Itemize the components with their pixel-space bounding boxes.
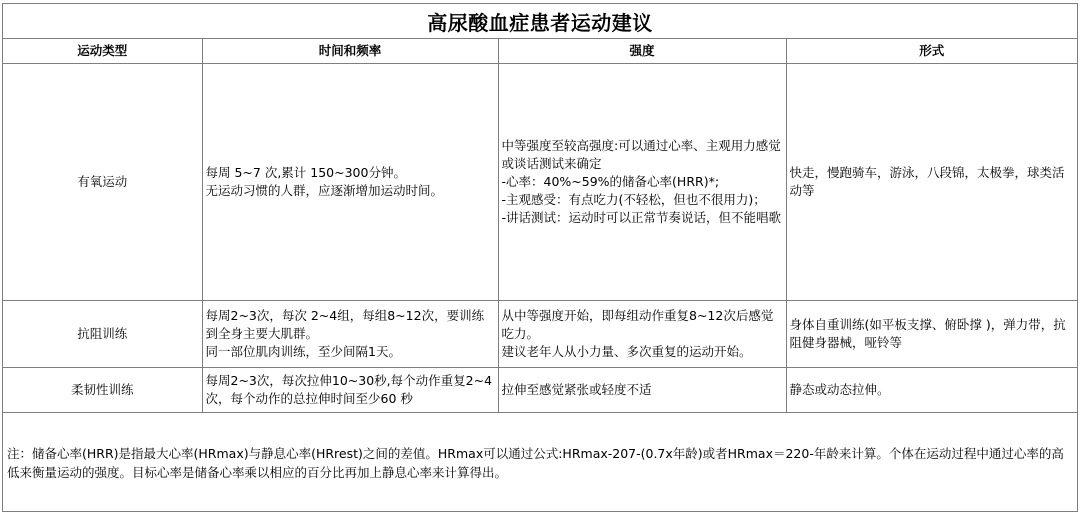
table-row	[3, 368, 1077, 413]
footnote-text: 注：储备心率(HRR)是指最大心率(HRmax)与静息心率(HRrest)之间的差值。HRmax可以通过公式:HRmax-207-(0.7x年龄)或者HRmax＝220-年龄来计算。个体在运动过程中通过心率的高低来衡量运动的强度。目标心率是储备心率乘以相应的百分比再加上静息心率来计算得出。	[7, 446, 1064, 480]
exercise-advice-table	[2, 3, 1078, 512]
header-row	[3, 39, 1077, 64]
cell-line: 中等强度至较高强度:可以通过心率、主观用力感觉或谈话测试来确定	[501, 138, 781, 171]
intensity-cell	[498, 301, 786, 368]
cell-line: 静态或动态拉伸。	[789, 382, 890, 397]
table-title: 高尿酸血症患者运动建议	[3, 4, 1077, 39]
cell-line: -讲话测试：运动时可以正常节奏说话，但不能唱歌	[501, 210, 782, 225]
footnote	[3, 413, 1077, 513]
exercise-type-cell: 抗阻训练	[3, 301, 202, 368]
header-form: 形式	[786, 39, 1077, 64]
cell-line: 同一部位肌肉训练，至少间隔1天。	[205, 344, 401, 359]
exercise-type-cell: 柔韧性训练	[3, 368, 202, 413]
cell-line: 每周 5~7 次,累计 150~300分钟。	[205, 165, 406, 180]
header-intensity: 强度	[498, 39, 786, 64]
exercise-type-cell: 有氧运动	[3, 64, 202, 301]
form-cell	[786, 301, 1077, 368]
form-cell	[786, 368, 1077, 413]
advice-grid	[3, 39, 1077, 413]
time-frequency-cell	[202, 368, 498, 413]
header-exercise-type: 运动类型	[3, 39, 202, 64]
cell-line: 无运动习惯的人群，应逐渐增加运动时间。	[205, 183, 444, 198]
cell-line: 拉伸至感觉紧张或轻度不适	[501, 382, 652, 397]
cell-line: 每周2~3次，每次 2~4组，每组8~12次，要训练到全身主要大肌群。	[205, 308, 485, 341]
cell-line: 建议老年人从小力量、多次重复的运动开始。	[501, 344, 752, 359]
cell-line: 从中等强度开始，即每组动作重复8~12次后感觉吃力。	[501, 308, 774, 341]
cell-line: -主观感受：有点吃力(不轻松，但也不很用力)；	[501, 192, 766, 207]
table-row	[3, 64, 1077, 301]
time-frequency-cell	[202, 301, 498, 368]
table-row	[3, 301, 1077, 368]
cell-line: 身体自重训练(如平板支撑、俯卧撑 )，弹力带，抗阻健身器械，哑铃等	[789, 317, 1066, 350]
header-time-frequency: 时间和频率	[202, 39, 498, 64]
intensity-cell	[498, 368, 786, 413]
cell-line: 快走，慢跑骑车，游泳，八段锦，太极拳，球类活动等	[789, 165, 1065, 198]
cell-line: -心率：40%~59%的储备心率(HRR)*;	[501, 174, 720, 189]
form-cell	[786, 64, 1077, 301]
intensity-cell	[498, 64, 786, 301]
time-frequency-cell	[202, 64, 498, 301]
cell-line: 每周2~3次，每次拉伸10~30秒,每个动作重复2~4 次，每个动作的总拉伸时间至少60 秒	[205, 373, 493, 406]
